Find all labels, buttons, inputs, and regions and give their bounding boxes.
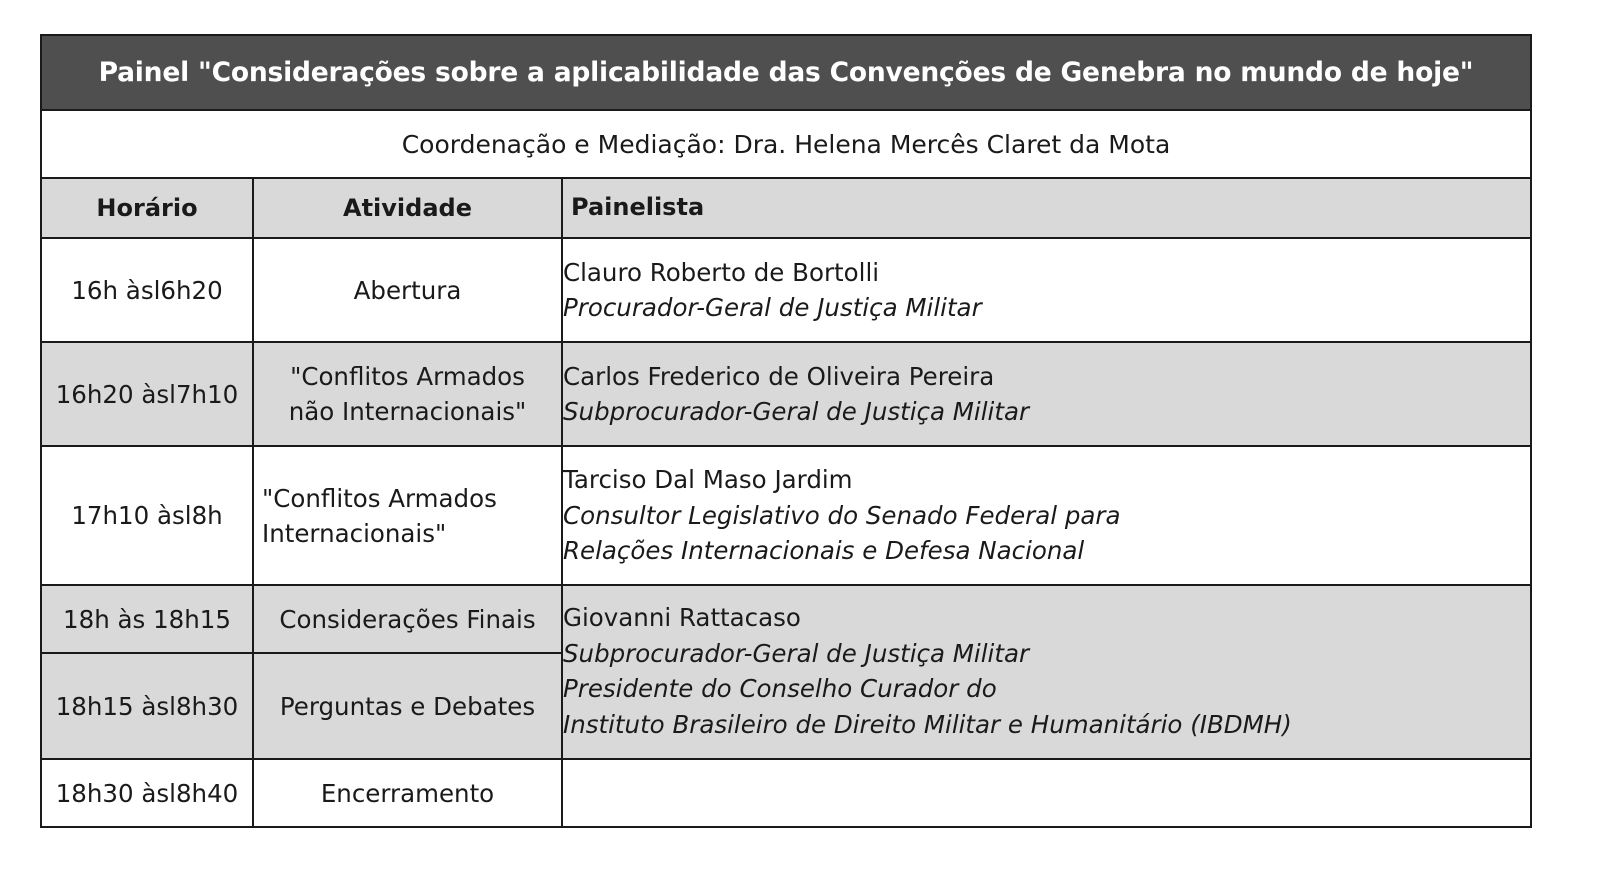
panelist-cell-empty — [562, 759, 1531, 827]
header-panelist: Painelista — [562, 178, 1531, 238]
panelist-cell — [562, 585, 1531, 759]
header-activity: Atividade — [253, 178, 562, 238]
table-row — [41, 238, 1531, 342]
panelist-cell — [562, 238, 1531, 342]
activity-line: não Internacionais" — [288, 397, 527, 426]
time-cell: 18h às 18h15 — [41, 585, 253, 653]
activity-line: "Conflitos Armados — [290, 362, 525, 391]
activity-cell — [253, 446, 562, 585]
panelist-cell — [562, 342, 1531, 446]
activity-cell: Perguntas e Debates — [253, 653, 562, 759]
panelist-name: Clauro Roberto de Bortolli — [563, 257, 880, 287]
panelist-role: Instituto Brasileiro de Direito Militar e Humanitário (IBDMH) — [563, 709, 1292, 739]
panelist-role: Consultor Legislativo do Senado Federal para — [563, 500, 1121, 530]
panelist-role: Relações Internacionais e Defesa Nacional — [563, 536, 1085, 566]
header-row — [41, 178, 1531, 238]
activity-line: Internacionais" — [262, 518, 447, 548]
activity-cell: Encerramento — [253, 759, 562, 827]
activity-cell — [253, 342, 562, 446]
time-cell: 16h àsl6h20 — [41, 238, 253, 342]
title-row — [41, 35, 1531, 110]
coordination-row — [41, 110, 1531, 178]
schedule-table — [40, 34, 1532, 828]
table-row — [41, 446, 1531, 585]
panel-title: Painel "Considerações sobre a aplicabilidade das Convenções de Genebra no mundo de hoje" — [41, 35, 1531, 110]
table-row — [41, 342, 1531, 446]
panelist-role: Procurador-Geral de Justiça Militar — [563, 293, 982, 322]
panelist-name: Tarciso Dal Maso Jardim — [563, 465, 853, 495]
activity-line: "Conflitos Armados — [262, 483, 497, 513]
time-cell: 16h20 àsl7h10 — [41, 342, 253, 446]
time-cell: 18h30 àsl8h40 — [41, 759, 253, 827]
panelist-role: Subprocurador-Geral de Justiça Militar — [563, 638, 1030, 668]
header-time: Horário — [41, 178, 253, 238]
table-row — [41, 759, 1531, 827]
coordination-text: Coordenação e Mediação: Dra. Helena Mercês Claret da Mota — [41, 110, 1531, 178]
panelist-role: Subprocurador-Geral de Justiça Militar — [563, 397, 1030, 426]
panelist-name: Giovanni Rattacaso — [563, 603, 801, 632]
table-row — [41, 585, 1531, 653]
time-cell: 17h10 àsl8h — [41, 446, 253, 585]
panelist-role: Presidente do Conselho Curador do — [563, 674, 997, 703]
time-cell: 18h15 àsl8h30 — [41, 653, 253, 759]
activity-cell: Considerações Finais — [253, 585, 562, 653]
panelist-cell — [562, 446, 1531, 585]
panelist-name: Carlos Frederico de Oliveira Pereira — [563, 361, 995, 391]
activity-cell: Abertura — [253, 238, 562, 342]
